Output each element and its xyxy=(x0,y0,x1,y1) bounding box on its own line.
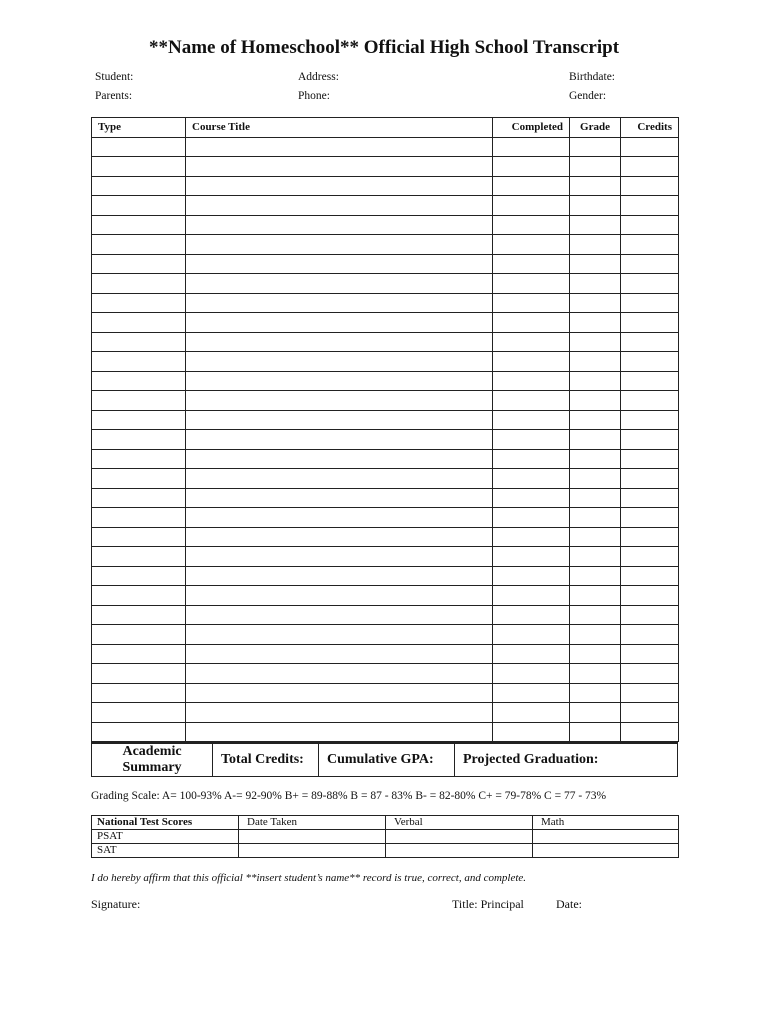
course-cell xyxy=(92,352,186,372)
course-cell xyxy=(92,157,186,177)
course-cell xyxy=(186,176,493,196)
course-cell xyxy=(493,215,570,235)
course-cell xyxy=(493,527,570,547)
test-row-sat xyxy=(92,844,679,858)
header-verbal: Verbal xyxy=(386,816,533,830)
course-row xyxy=(92,352,679,372)
course-cell xyxy=(186,157,493,177)
course-cell xyxy=(186,566,493,586)
course-cell xyxy=(186,722,493,742)
course-row xyxy=(92,527,679,547)
course-cell xyxy=(493,391,570,411)
course-row xyxy=(92,313,679,333)
test-cell xyxy=(533,830,679,844)
course-cell xyxy=(92,625,186,645)
course-cell xyxy=(92,644,186,664)
header-date-taken: Date Taken xyxy=(239,816,386,830)
course-cell xyxy=(92,703,186,723)
academic-summary xyxy=(91,742,678,777)
course-cell xyxy=(570,196,621,216)
course-cell xyxy=(570,352,621,372)
course-cell xyxy=(621,274,679,294)
course-table-body xyxy=(92,137,679,742)
course-cell xyxy=(493,488,570,508)
course-cell xyxy=(92,508,186,528)
gender-label: Gender: xyxy=(569,90,607,102)
course-cell xyxy=(621,352,679,372)
course-cell xyxy=(92,469,186,489)
course-row xyxy=(92,703,679,723)
course-cell xyxy=(493,703,570,723)
course-cell xyxy=(92,196,186,216)
course-cell xyxy=(570,664,621,684)
course-cell xyxy=(186,196,493,216)
header-grade: Grade xyxy=(570,118,621,138)
course-cell xyxy=(186,586,493,606)
course-cell xyxy=(621,371,679,391)
course-cell xyxy=(621,566,679,586)
signature-label: Signature: xyxy=(91,897,141,911)
course-cell xyxy=(570,683,621,703)
course-cell xyxy=(92,586,186,606)
course-row xyxy=(92,547,679,567)
course-cell xyxy=(570,508,621,528)
course-cell xyxy=(92,430,186,450)
course-cell xyxy=(621,293,679,313)
course-cell xyxy=(493,566,570,586)
course-cell xyxy=(570,176,621,196)
course-cell xyxy=(621,664,679,684)
course-cell xyxy=(621,449,679,469)
course-cell xyxy=(186,313,493,333)
header-national-test-scores: National Test Scores xyxy=(92,816,239,830)
course-cell xyxy=(92,566,186,586)
course-row xyxy=(92,488,679,508)
course-cell xyxy=(621,508,679,528)
course-cell xyxy=(186,137,493,157)
course-cell xyxy=(493,430,570,450)
course-cell xyxy=(570,527,621,547)
test-cell xyxy=(386,844,533,858)
course-row xyxy=(92,644,679,664)
course-cell xyxy=(570,332,621,352)
course-cell xyxy=(621,391,679,411)
course-row xyxy=(92,664,679,684)
header-credits: Credits xyxy=(621,118,679,138)
course-cell xyxy=(186,449,493,469)
course-row xyxy=(92,566,679,586)
test-name-sat: SAT xyxy=(92,844,239,858)
course-cell xyxy=(621,703,679,723)
course-cell xyxy=(493,547,570,567)
course-cell xyxy=(493,664,570,684)
course-row xyxy=(92,215,679,235)
course-cell xyxy=(621,644,679,664)
course-cell xyxy=(570,586,621,606)
course-cell xyxy=(570,391,621,411)
course-cell xyxy=(621,196,679,216)
course-cell xyxy=(493,508,570,528)
course-cell xyxy=(570,235,621,255)
course-cell xyxy=(92,254,186,274)
course-cell xyxy=(92,176,186,196)
course-cell xyxy=(570,644,621,664)
course-cell xyxy=(92,488,186,508)
course-cell xyxy=(186,391,493,411)
header-course-title: Course Title xyxy=(186,118,493,138)
course-cell xyxy=(186,332,493,352)
course-cell xyxy=(621,547,679,567)
course-cell xyxy=(92,332,186,352)
course-row xyxy=(92,391,679,411)
course-cell xyxy=(186,215,493,235)
course-cell xyxy=(92,664,186,684)
course-cell xyxy=(493,722,570,742)
title-principal-label: Title: Principal xyxy=(452,897,524,911)
course-cell xyxy=(186,352,493,372)
header-type: Type xyxy=(92,118,186,138)
course-cell xyxy=(186,527,493,547)
course-cell xyxy=(493,469,570,489)
course-cell xyxy=(621,332,679,352)
course-cell xyxy=(570,605,621,625)
course-cell xyxy=(493,586,570,606)
course-cell xyxy=(621,157,679,177)
test-row-psat xyxy=(92,830,679,844)
projected-graduation-label: Projected Graduation: xyxy=(463,752,599,767)
course-cell xyxy=(493,605,570,625)
course-row xyxy=(92,683,679,703)
course-cell xyxy=(621,586,679,606)
course-cell xyxy=(570,215,621,235)
course-cell xyxy=(92,371,186,391)
course-cell xyxy=(570,703,621,723)
course-cell xyxy=(493,410,570,430)
course-cell xyxy=(621,683,679,703)
course-cell xyxy=(186,625,493,645)
course-cell xyxy=(570,469,621,489)
course-cell xyxy=(493,449,570,469)
course-cell xyxy=(92,410,186,430)
course-row xyxy=(92,430,679,450)
course-cell xyxy=(493,683,570,703)
student-label: Student: xyxy=(95,71,134,83)
course-row xyxy=(92,254,679,274)
academic-summary-label: Academic Summary xyxy=(92,744,213,776)
header-math: Math xyxy=(533,816,679,830)
birthdate-label: Birthdate: xyxy=(569,71,615,83)
page-title: **Name of Homeschool** Official High School Transcript xyxy=(148,37,620,58)
course-cell xyxy=(493,254,570,274)
course-cell xyxy=(570,430,621,450)
course-row xyxy=(92,293,679,313)
course-cell xyxy=(186,274,493,294)
course-cell xyxy=(186,703,493,723)
course-cell xyxy=(92,391,186,411)
course-row xyxy=(92,196,679,216)
course-cell xyxy=(493,137,570,157)
course-cell xyxy=(186,410,493,430)
course-row xyxy=(92,176,679,196)
cumulative-gpa-label: Cumulative GPA: xyxy=(319,744,455,776)
course-cell xyxy=(92,683,186,703)
course-cell xyxy=(621,137,679,157)
header-completed: Completed xyxy=(493,118,570,138)
course-cell xyxy=(570,371,621,391)
course-cell xyxy=(621,625,679,645)
course-cell xyxy=(621,488,679,508)
test-name-psat: PSAT xyxy=(92,830,239,844)
course-cell xyxy=(92,235,186,255)
course-row xyxy=(92,586,679,606)
course-cell xyxy=(186,293,493,313)
course-row xyxy=(92,508,679,528)
course-cell xyxy=(570,547,621,567)
course-cell xyxy=(186,605,493,625)
course-cell xyxy=(493,176,570,196)
course-cell xyxy=(186,644,493,664)
test-cell xyxy=(239,830,386,844)
course-row xyxy=(92,235,679,255)
course-cell xyxy=(570,625,621,645)
course-cell xyxy=(621,254,679,274)
course-cell xyxy=(186,430,493,450)
course-cell xyxy=(621,215,679,235)
course-row xyxy=(92,410,679,430)
course-row xyxy=(92,722,679,742)
course-row xyxy=(92,157,679,177)
total-credits-label: Total Credits: xyxy=(213,744,319,776)
address-label: Address: xyxy=(298,71,339,83)
test-cell xyxy=(239,844,386,858)
test-scores-table xyxy=(91,815,679,858)
course-cell xyxy=(92,547,186,567)
course-row xyxy=(92,625,679,645)
course-row xyxy=(92,371,679,391)
course-cell xyxy=(493,332,570,352)
course-cell xyxy=(186,683,493,703)
course-cell xyxy=(570,449,621,469)
course-cell xyxy=(186,469,493,489)
course-row xyxy=(92,274,679,294)
course-cell xyxy=(493,196,570,216)
course-cell xyxy=(92,274,186,294)
course-cell xyxy=(186,235,493,255)
course-cell xyxy=(186,547,493,567)
course-row xyxy=(92,137,679,157)
course-cell xyxy=(493,644,570,664)
course-table-header xyxy=(92,118,679,138)
course-cell xyxy=(621,313,679,333)
course-cell xyxy=(493,313,570,333)
course-row xyxy=(92,605,679,625)
course-cell xyxy=(493,371,570,391)
course-cell xyxy=(570,137,621,157)
course-cell xyxy=(493,293,570,313)
course-cell xyxy=(493,157,570,177)
parents-label: Parents: xyxy=(95,90,133,102)
test-cell xyxy=(386,830,533,844)
course-cell xyxy=(493,625,570,645)
affirmation-statement: I do hereby affirm that this official **insert student’s name** record is true, correct, and complete. xyxy=(91,872,527,884)
course-cell xyxy=(621,410,679,430)
course-cell xyxy=(92,313,186,333)
course-cell xyxy=(570,313,621,333)
course-cell xyxy=(621,176,679,196)
course-cell xyxy=(92,527,186,547)
course-cell xyxy=(493,235,570,255)
course-cell xyxy=(621,527,679,547)
course-cell xyxy=(570,254,621,274)
course-cell xyxy=(92,137,186,157)
course-cell xyxy=(493,274,570,294)
test-cell xyxy=(533,844,679,858)
course-cell xyxy=(186,371,493,391)
course-cell xyxy=(570,488,621,508)
course-cell xyxy=(621,469,679,489)
course-cell xyxy=(570,157,621,177)
date-label: Date: xyxy=(556,897,582,911)
test-scores-header xyxy=(92,816,679,830)
course-cell xyxy=(92,215,186,235)
course-cell xyxy=(621,430,679,450)
course-cell xyxy=(570,722,621,742)
course-row xyxy=(92,449,679,469)
course-cell xyxy=(570,293,621,313)
course-cell xyxy=(621,605,679,625)
course-cell xyxy=(570,274,621,294)
course-cell xyxy=(493,352,570,372)
course-cell xyxy=(92,605,186,625)
course-cell xyxy=(621,722,679,742)
course-table xyxy=(91,117,679,742)
course-cell xyxy=(186,664,493,684)
course-row xyxy=(92,332,679,352)
phone-label: Phone: xyxy=(298,90,330,102)
course-cell xyxy=(186,254,493,274)
course-cell xyxy=(92,722,186,742)
course-cell xyxy=(92,293,186,313)
grading-scale: Grading Scale: A= 100-93% A-= 92-90% B+ = 89-88% B = 87 - 83% B- = 82-80% C+ = 79-78% C = 77 - 73% xyxy=(91,790,607,802)
course-cell xyxy=(570,566,621,586)
course-cell xyxy=(621,235,679,255)
course-cell xyxy=(186,488,493,508)
course-row xyxy=(92,469,679,489)
course-cell xyxy=(570,410,621,430)
course-cell xyxy=(92,449,186,469)
course-cell xyxy=(186,508,493,528)
